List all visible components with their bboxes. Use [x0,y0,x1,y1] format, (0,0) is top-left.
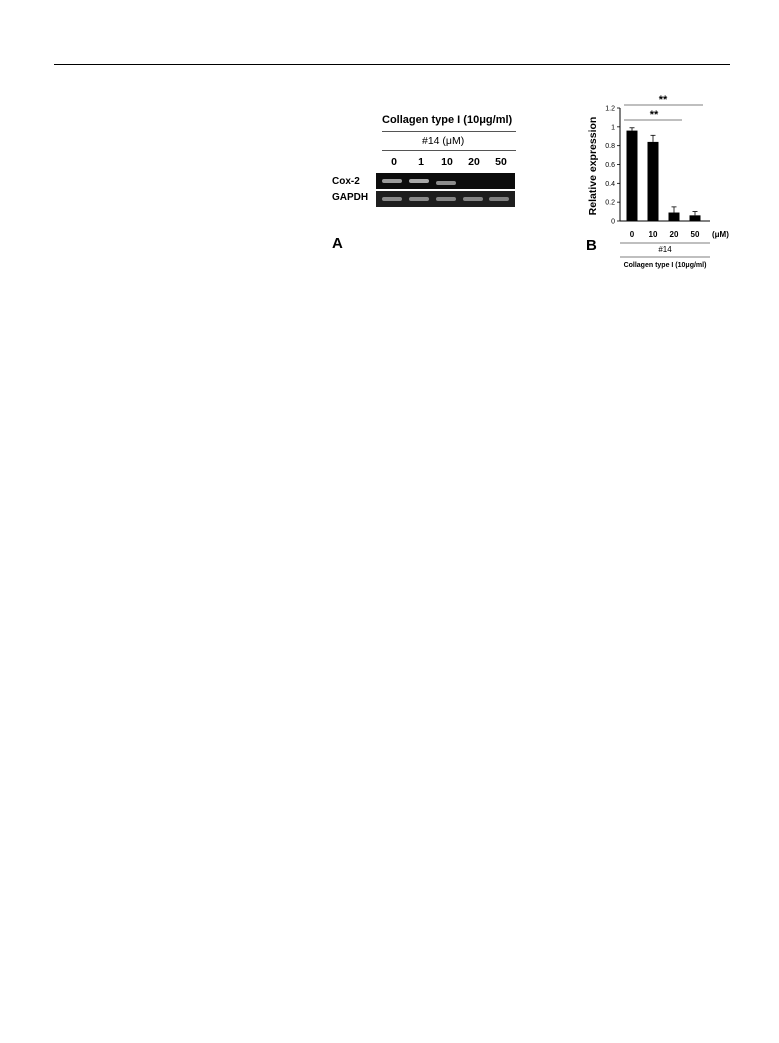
panel-b-bar-chart [580,88,740,283]
bar [690,215,701,221]
gel-band [436,197,456,201]
lane-label: 0 [391,156,397,168]
y-tick-label: 0.4 [605,180,615,188]
dose-bracket-line [382,150,516,151]
treatment-bracket-line [382,131,516,132]
gel-band [436,181,456,185]
gel-row-label-cox2: Cox-2 [332,176,360,187]
lane-label: 50 [495,156,507,168]
gel-row-label-gapdh: GAPDH [332,192,369,203]
x-tick-label: 20 [669,230,679,239]
cox2-gel-strip [376,173,515,189]
x-tick-label: 0 [629,230,635,239]
x-tick-label: 50 [690,230,700,239]
y-tick-label: 0.6 [605,162,615,169]
lane-label: 10 [441,156,453,168]
gel-band [409,197,429,201]
y-tick-label: 1 [611,124,615,132]
gel-band [409,179,429,183]
x-tick-label: 10 [648,230,658,239]
gel-treatment-label: Collagen type I (10μg/ml) [382,114,513,126]
gel-dose-label: #14 (μM) [422,135,465,147]
bar [669,213,680,221]
significance-marker-bottom: ** [649,109,659,121]
panel-a-gel-figure [326,110,536,255]
lane-label: 20 [468,156,480,168]
significance-marker-top: ** [658,94,668,106]
gel-band [463,197,483,201]
panel-letter-a: A [332,235,343,252]
y-tick-label: 0.8 [605,143,615,151]
y-tick-label: 0.2 [605,199,615,207]
gel-band [382,179,402,183]
chart-treatment-label: Collagen type I (10μg/ml) [623,262,707,269]
lane-label: 1 [418,156,424,168]
y-axis-label: Relative expression [587,116,599,216]
x-axis-unit-label: (μM) [712,230,729,239]
panel-letter-b: B [586,237,597,254]
header-rule [54,64,730,65]
gel-band [382,197,402,201]
y-tick-label: 1.2 [605,105,615,113]
gapdh-gel-strip [376,191,515,207]
bar [648,142,659,221]
bar-chart-svg [580,88,740,283]
bar [627,131,638,221]
gel-band [489,197,509,201]
y-tick-label: 0 [611,218,615,226]
chart-dose-label: #14 [658,245,672,254]
